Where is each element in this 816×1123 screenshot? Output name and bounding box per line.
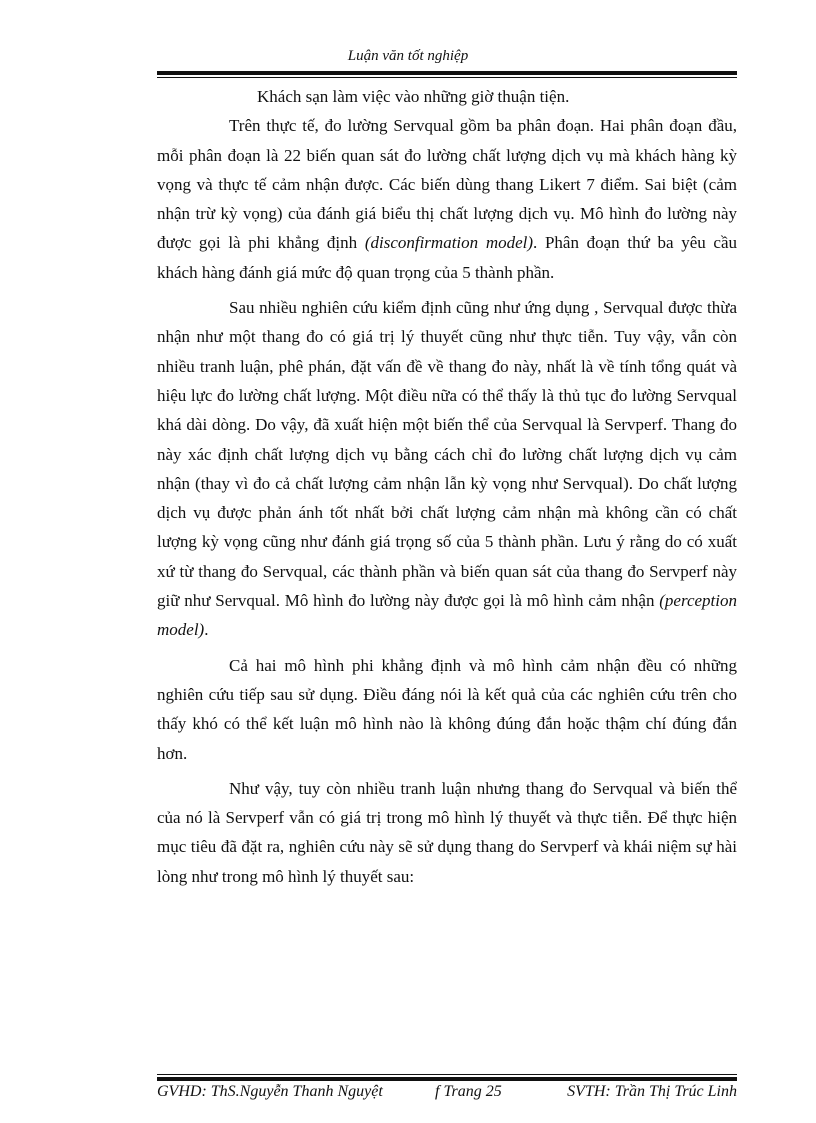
paragraph-text: Trên thực tế, đo lường Servqual gồm ba phân đoạn. Hai phân đoạn đầu, mỗi phân đoạn là 22 biến quan sát đo lường chất lượng dịch vụ mà khách hàng kỳ vọng và thực tế cảm nhận được. Các biến dùng thang Likert 7 điểm. Sai biệt (cảm nhận trừ kỳ vọng) của đánh giá biểu thị chất lượng dịch vụ. Mô hình đo lường này được gọi là phi khẳng định	[157, 116, 737, 253]
paragraph-text: . Phân đoạn thứ ba yêu cầu khách hàng đánh giá mức độ quan trọng của 5 thành phần.	[157, 233, 738, 282]
paragraph-text: .	[204, 620, 209, 640]
paragraph	[157, 293, 737, 645]
paragraph: Cả hai mô hình phi khẳng định và mô hình cảm nhận đều có những nghiên cứu tiếp sau sử dụng. Điều đáng nói là kết quả của các nghiên cứu trên cho thấy khó có thể kết luận mô hình nào là không đúng đắn hoặc thậm chí đúng đắn hơn.	[157, 655, 737, 763]
footer-page-number: f Trang 25	[435, 1083, 502, 1100]
paragraph: Khách sạn làm việc vào những giờ thuận tiện.	[257, 87, 570, 106]
header-rule-thick	[157, 71, 737, 75]
running-header: Luận văn tốt nghiệp	[347, 48, 469, 64]
footer-advisor: GVHD: ThS.Nguyễn Thanh Nguyệt	[157, 1083, 383, 1100]
paragraph: Như vậy, tuy còn nhiều tranh luận nhưng thang đo Servqual và biến thể của nó là Servperf vẫn có giá trị trong mô hình lý thuyết và thực tiễn. Để thực hiện mục tiêu đã đặt ra, nghiên cứu này sẽ sử dụng thang do Servperf và khái niệm sự hài lòng như trong mô hình lý thuyết sau:	[157, 778, 737, 886]
footer-rule-thin	[157, 1074, 737, 1075]
page-footer	[157, 1083, 737, 1103]
paragraph	[157, 111, 737, 287]
footer-rule-thick	[157, 1077, 737, 1081]
italic-term: (perception model)	[157, 591, 737, 640]
footer-student: SVTH: Trần Thị Trúc Linh	[567, 1083, 737, 1100]
header-rule-thin	[157, 77, 737, 78]
paragraph-text: Sau nhiều nghiên cứu kiểm định cũng như ứng dụng , Servqual được thừa nhận như một thang đo có giá trị lý thuyết cũng như thực tiễn. Tuy vậy, vẫn còn nhiều tranh luận, phê phán, đặt vấn đề về thang đo này, nhất là về tính tổng quát và hiệu lực đo lường chất lượng. Một điều nữa có thể thấy là thủ tục đo lường Servqual khá dài dòng. Do vậy, đã xuất hiện một biến thể của Servqual là Servperf. Thang đo này xác định chất lượng dịch vụ bằng cách chỉ đo lường chất lượng dịch vụ cảm nhận (thay vì đo cả chất lượng cảm nhận lẫn kỳ vọng như Servqual). Do chất lượng dịch vụ được phản ánh tốt nhất bởi chất lượng cảm nhận mà không cần có chất lượng kỳ vọng cũng như đánh giá trọng số của 5 thành phần. Lưu ý rằng do có xuất xứ từ thang đo Servqual, các thành phần và biến quan sát của thang đo Servperf này giữ như Servqual. Mô hình đo lường này được gọi là mô hình cảm nhận	[157, 298, 737, 611]
body-text	[157, 82, 737, 891]
italic-term: (disconfirmation model)	[364, 233, 534, 253]
